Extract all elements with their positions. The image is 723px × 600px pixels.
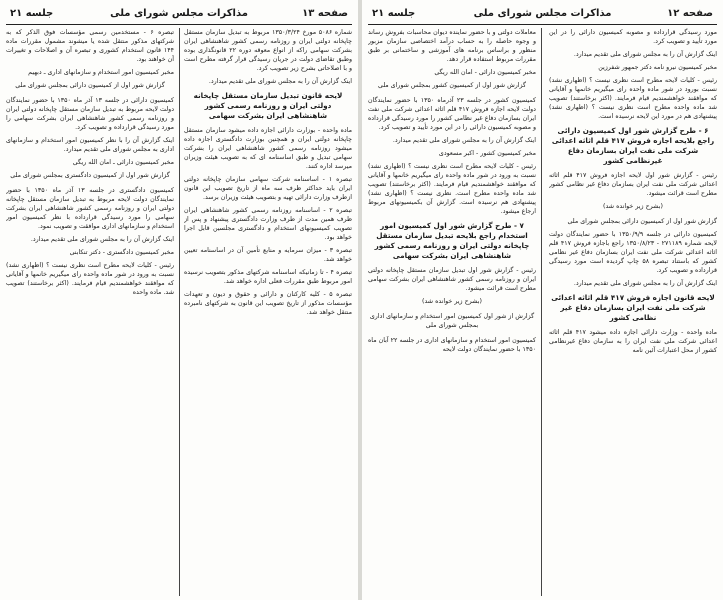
paragraph: رئیس - کلیات لایحه مطرح است نظری نیست ؟ (اظهاری نشد) نسبت به ورود در شور ماده واحده رای میگیریم خانمها و آقایانی که موافقند خواهشمندیم قیام فرمایند. (اکثر برخاستند) تصویب شد. ماده واحده	[6, 262, 174, 296]
running-title: مذاکرات مجلس شورای ملی	[473, 8, 612, 19]
running-title: مذاکرات مجلس شورای ملی	[110, 8, 248, 19]
paragraph: مخبر کمیسیون امور استخدام و سازمانهای اداری ـ دبهیم	[28, 69, 174, 76]
paragraph: کمیسیون دارائی در جلسه ۱۳ آذر ماه ۱۳۵۰ با حضور نمایندگان دولت لایحه مربوط به تبدیل سازمان مستقل چاپخانه دولتی ایران و روزنامه رسمی کشور شاهنشاهی ایران بشرکت سهامی را مورد رسیدگی قرارداده و تصویب کرد.	[6, 97, 174, 131]
page-header	[6, 6, 352, 25]
section-heading: لایحه قانون اجازه فروش ۴۱۷ قلم اثاثه اعدائی شرکت ملی نفت ایران بسازمان دفاع غیر نظامی کشور	[551, 293, 715, 322]
centered-caption: گزارش شور اول از کمیسیون دادگستری بمجلس شورای ملی	[10, 172, 170, 179]
paragraph: تبصره ۳ - میزان سرمایه و منابع تأمین آن در اساسنامه تعیین خواهد شد.	[184, 247, 352, 263]
paragraph: مخبر کمیسیون دارائی - امان الله ریگی	[434, 69, 536, 76]
paragraph: کمیسیون دارائی در جلسه ۱۳۵۰/۹/۹ با حضور نمایندگان دولت لایحه شماره ۲۷۱۱۸۹ - ۱۳۵۰/۸/۲۳ راجع باجازه فروش ۴۱۷ قلم اثاثه اعدائی شرکت ملی نفت ایران بسازمان دفاع غیر نظامی کشور که باستناد تبصره ۵۸ چاپ گردیده است مورد رسیدگی قرارداده و تصویب کرد.	[549, 231, 717, 274]
paragraph: شماره ۵۰۸۶ مورخ ۱۳۵۰/۳/۲۴ مربوط به تبدیل سازمان مستقل چاپخانه دولتی ایران و روزنامه رسمی کشور شاهنشاهی ایران بشرکت سهامی راکه از انواع معوقه دوره ۲۲ قانونگذاری بوده وطبق تقاضای دولت در جریان رسیدگی قرار گرفته مطرح است و با اصلاحاتی بشرح زیر تصویب کرد.	[184, 29, 352, 72]
left-page	[0, 0, 358, 600]
paragraph: تبصره ۵ - کلیه کارکنان و دارائی و حقوق و دیون و تعهدات مؤسسات مذکور از تاریخ تصویب این قانون به شرکتهای نامبرده منتقل خواهد شد.	[184, 291, 352, 316]
column-right	[184, 28, 352, 596]
session-number: جلسه ۲۱	[10, 8, 54, 19]
paragraph: اینک گزارش آن را با نظر کمیسیون امور استخدام و سازمانهای اداری به مجلس شورای ملی تقدیم میدارد.	[6, 137, 174, 153]
section-heading: ۶ - طرح گزارش شور اول کمیسیون دارائی راجع بلایحه اجازه فروش ۴۱۷ قلم اثاثه اعدائی شرکت ملی نفت ایران بسازمان دفاع غیرنظامی کشور	[551, 126, 715, 165]
right-page	[362, 0, 723, 600]
paragraph: رئیس - گزارش شور اول تبدیل سازمان مستقل چاپخانه دولتی ایران و روزنامه رسمی کشور شاهنشاهی ایران بشرکت سهامی مطرح است قرائت میشود.	[368, 267, 536, 292]
centered-caption: گزارش شور اول از کمیسیون دارائی بمجلس شورای ملی	[15, 82, 165, 89]
text-columns	[368, 28, 717, 596]
paragraph: ماده واحده - وزارت دارائی اجازه داده میشود ۴۱۷ قلم اثاثه اعدائی شرکت ملی نفت ایران را به سازمان دفاع غیرنظامی کشور از محل اعتبارات آئین نامه	[549, 329, 717, 354]
paragraph: ماده واحده - بوزارت دارائی اجازه داده میشود سازمان مستقل چاپخانه دولتی ایران و همچنین بوزارت دادگستری اجازه داده میشود روزنامه رسمی کشور شاهنشاهی ایران را بشرکت سهامی تبدیل و طبق اساسنامه ای که به تصویب هیئت وزیران میرسد اداره کنند.	[184, 127, 352, 170]
column-divider	[541, 28, 542, 596]
centered-caption: گزارش شور اول از کمیسیون کشور بمجلس شورای ملی	[377, 82, 527, 89]
paragraph: مخبر کمیسیون کشور - اکبر مسعودی	[438, 150, 536, 157]
paragraph: اینک گزارش آن را به مجلس شورای ملی تقدیم میدارد.	[30, 236, 174, 243]
column-right	[549, 28, 717, 596]
page-header	[368, 6, 717, 25]
paragraph: اینک گزارش آن را به مجلس شورای ملی تقدیم میدارد.	[573, 280, 717, 287]
paragraph: مخبر کمیسیون دادگستری - دکتر تنکابنی	[69, 249, 174, 256]
session-number: جلسه ۲۱	[372, 8, 416, 19]
paragraph: معاملات دولتی و با حضور نماینده دیوان محاسبات بفروش رساند و وجوه حاصله را به حساب درآمد اختصاصی سازمان مزبور منظور و براساس برنامه های آموزشی و ساختمانی بر طبق مقررات مربوط استفاده قرار دهد.	[368, 29, 536, 63]
paragraph: تبصره ۶ - مستخدمین رسمی مؤسسات فوق الذکر که به شرکتهای مذکور منتقل شده یا میشوند مشمول مقررات ماده ۱۴۴ قانون استخدام کشوری و تبصره آن و اصلاحات و تغییرات آن خواهند بود.	[6, 29, 174, 63]
paragraph: تبصره ۴ - تا زمانیکه اساسنامه شرکتهای مذکور بتصویب نرسیده امور مربوط طبق مقررات فعلی اداره خواهد شد.	[184, 269, 352, 285]
centered-caption: (بشرح زیر خوانده شد)	[422, 298, 482, 305]
paragraph: اینک گزارش آن را به مجلس شورای ملی تقدیم میدارد.	[573, 51, 717, 58]
paragraph: اینک گزارش آن را به مجلس شورای ملی تقدیم میدارد.	[208, 78, 352, 85]
paragraph: گزارش شور اول از کمیسیون دارائی بمجلس شورای ملی	[567, 218, 717, 225]
paragraph: کمیسیون دادگستری در جلسه ۱۳ آذر ماه ۱۳۵۰ با حضور نمایندگان دولت لایحه مربوط به تبدیل سازمان مستقل چاپخانه دولتی ایران و روزنامه رسمی کشور شاهنشاهی ایران بشرکت سهامی را مورد رسیدگی قرارداده با نظر کمیسیون امور استخدام و سازمانهای اداری موافقت و تصویب نمود.	[6, 187, 174, 230]
paragraph: تبصره ۲ - اساسنامه روزنامه رسمی کشور شاهنشاهی ایران ظرف همین مدت از طرف وزارت دادگستری پیشنهاد و پس از تصویب کمیسیونهای استخدام و دادگستری مجلسین قابل اجرا خواهد بود.	[184, 207, 352, 241]
paragraph: تبصره ۱ - اساسنامه شرکت سهامی سازمان چاپخانه دولتی ایران باید حداکثر ظرف سه ماه از تاریخ تصویب این قانون ازطرف وزارت دارائی تهیه و بتصویب هیئت وزیران برسد.	[184, 176, 352, 201]
paragraph: کمیسیون کشور در جلسه ۲۳ آذرماه ۱۳۵۰ با حضور نمایندگان دولت لایحه اجازه فروش ۴۱۷ قلم اثاثه اعدائی شرکت ملی نفت ایران بسازمان دفاع غیر نظامی کشور را مورد رسیدگی قرارداده و مصوبه کمیسیون دارائی را در این مورد تأیید و تصویب کرد.	[368, 97, 536, 131]
centered-caption: (بشرح زیر خوانده شد)	[603, 203, 663, 210]
column-divider	[179, 28, 180, 596]
page-number: صفحه ۱۳	[302, 8, 348, 19]
text-columns	[6, 28, 352, 596]
centered-caption: گزارش از شور اول کمیسیون امور استخدام و سازمانهای اداری بمجلس شورای ملی	[369, 313, 535, 329]
column-left	[6, 28, 174, 596]
section-heading: لایحه قانون تبدیل سازمان مستقل چاپخانه دولتی ایران و روزنامه رسمی کشور شاهنشاهی ایران بشرکت سهامی	[193, 91, 343, 120]
paragraph: رئیس - کلیات لایحه مطرح است نظری نیست ؟ (اظهاری نشد) نسبت بورود در شور ماده واحده رای میگیریم خانمها و آقایانی که موافقند خواهشمندیم قیام فرمایند. (اکثر برخاستند) تصویب شد ماده واحده مطرح است نظری نیست ؟ (اظهاری نشد) پیشنهادی هم در مورد این لایحه نرسیده است.	[549, 77, 717, 120]
page-number: صفحه ۱۲	[667, 8, 713, 19]
paragraph: مخبر کمیسیون دارائی ـ امان الله ریگی	[72, 159, 174, 166]
paragraph: رئیس - کلیات لایحه مطرح است نظری نیست ؟ (اظهاری نشد) نسبت به ورود در شور ماده واحده رای میگیریم خانمها و آقایانی که موافقند خواهشمندیم قیام فرمایند. (اکثر برخاستند) تصویب شد ماده واحده مطرح است. نظری نیست ؟ (اظهاری نشد) پیشنهادی هم نرسیده است. گزارش آن بکمیسیونهای مربوط ارجاع میشود.	[368, 163, 536, 215]
paragraph: مخبر کمیسیون نیرو نامه دکتر جمهور شفرزین	[598, 64, 717, 71]
paragraph: کمیسیون امور استخدام و سازمانهای اداری در جلسه ۲۲ آبان ماه ۱۳۵۰ با حضور نمایندگان دولت لایحه	[368, 337, 536, 353]
paragraph: رئیس - گزارش شور اول لایحه اجازه فروش ۴۱۷ قلم اثاثه اعدائی شرکت ملی نفت ایران بسازمان دفاع غیر نظامی کشور مطرح است قرائت میشود.	[549, 172, 717, 197]
section-heading: ۷ - طرح گزارش شور اول کمیسیون امور استخدام راجع بلایحه تبدیل سازمان مستقل چاپخانه دولتی ایران و روزنامه رسمی کشور شاهنشاهی ایران بشرکت سهامی	[374, 221, 530, 260]
paragraph: مورد رسیدگی قرارداده و مصوبه کمیسیون دارائی را در این مورد تأیید و تصویب کرد.	[549, 29, 717, 45]
column-left	[368, 28, 536, 596]
paragraph: اینک گزارش آن را به مجلس شورای ملی تقدیم میدارد.	[392, 137, 536, 144]
